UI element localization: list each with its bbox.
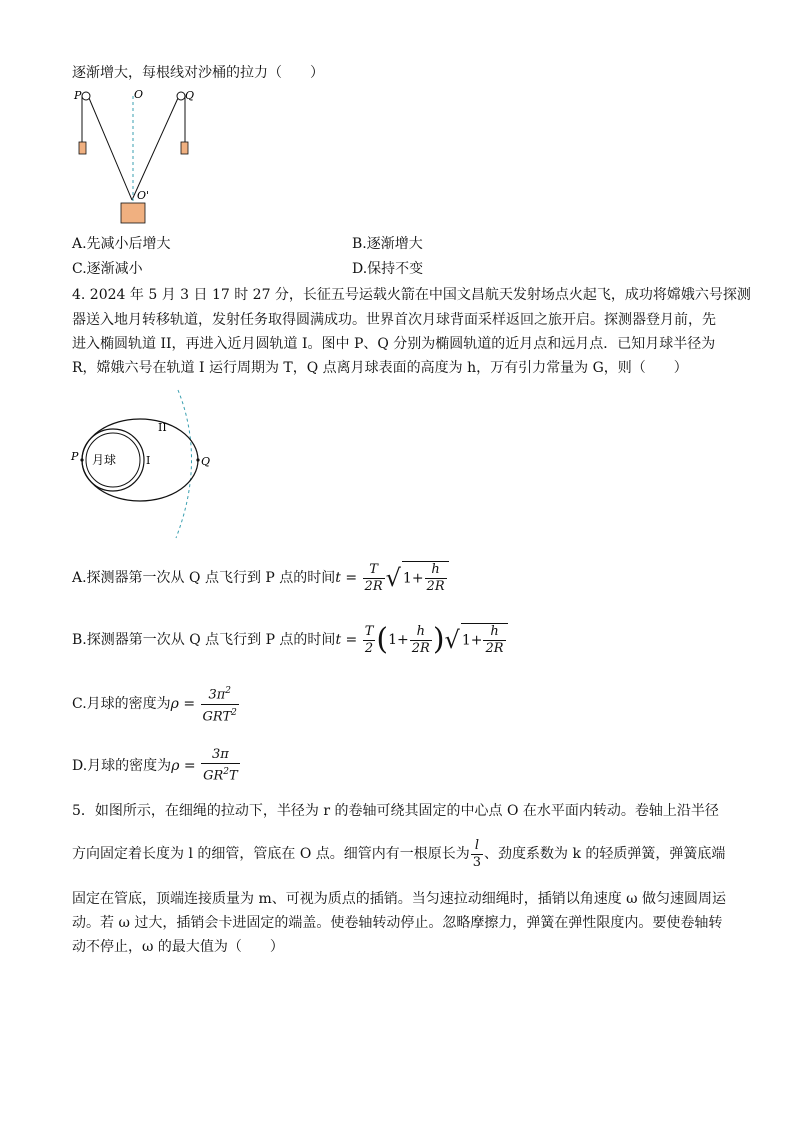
q5-stem-line2: [72, 836, 725, 872]
q4-stem-line2: 器送入地月转移轨道，发射任务取得圆满成功。世界首次月球背面采样返回之旅开启。探测器登月前，先: [72, 312, 716, 328]
q5-stem-line2b: 、劲度系数为 k 的轻质弹簧，弹簧底端: [484, 846, 726, 862]
label-moon: 月球: [92, 453, 117, 467]
q5-stem-line2a: 方向固定着长度为 l 的细管，管底在 O 点。细管内有一根原长为: [72, 846, 470, 862]
q4-option-d: [72, 744, 241, 788]
label-p: P: [74, 89, 82, 102]
label-q: Q: [201, 455, 211, 468]
q4-figure-orbits: [70, 388, 220, 540]
q4-option-b-formula: t = $\frac{T}{2}$ ( 1+ $\frac{h}{2R}$ ) √ 1+ $\frac{h}{2R}$: [335, 623, 507, 657]
q4-option-b: [72, 618, 508, 662]
weight-right: [181, 142, 188, 154]
q4-option-c: [72, 682, 240, 726]
sand-bucket: [121, 203, 145, 223]
q4-option-c-text: C.月球的密度为: [72, 696, 171, 712]
q3-stem-tail: 逐渐增大，每根线对沙桶的拉力（ ）: [72, 65, 324, 81]
label-q: Q: [185, 89, 195, 102]
label-p: P: [71, 450, 79, 463]
label-orbit-ii: II: [158, 421, 167, 434]
label-o-prime: O': [137, 189, 150, 202]
q3-option-c: C.逐渐减小: [72, 261, 143, 277]
q3-option-d: D.保持不变: [352, 261, 424, 277]
q5-stem-line4: 动。若 ω 过大，插销会卡进固定的端盖。使卷轴转动停止。忽略摩擦力，弹簧在弹性限度内。要使卷轴转: [72, 915, 723, 931]
q3-option-b: B.逐渐增大: [352, 236, 423, 252]
q3-option-a: A.先减小后增大: [72, 236, 171, 252]
q5-stem-line3: 固定在管底，顶端连接质量为 m、可视为质点的插销。当匀速拉动细绳时，插销以角速度 ω 做匀速圆周运: [72, 891, 727, 907]
q4-option-d-text: D.月球的密度为: [72, 758, 172, 774]
q4-stem-line3: 进入椭圆轨道 II，再进入近月圆轨道 I。图中 P、Q 分别为椭圆轨道的近月点和远月点．已知月球半径为: [72, 336, 716, 352]
q5-stem-line1: 5．如图所示，在细绳的拉动下，半径为 r 的卷轴可绕其固定的中心点 O 在水平面内转动。卷轴上沿半径: [72, 803, 719, 819]
label-orbit-i: I: [146, 454, 151, 467]
q4-option-a-text: A.探测器第一次从 Q 点飞行到 P 点的时间: [72, 570, 336, 586]
q4-option-d-formula: ρ = $\frac{3\pi}{GR^2T}$: [171, 747, 238, 784]
pulley-q: [177, 92, 185, 100]
q4-stem-line1: 4. 2024 年 5 月 3 日 17 时 27 分，长征五号运载火箭在中国文昌航天发射场点火起飞，成功将嫦娥六号探测: [72, 287, 751, 303]
weight-left: [79, 142, 86, 154]
label-o: O: [134, 88, 144, 101]
q3-figure-sandbucket: [70, 86, 200, 228]
q5-stem-line5: 动不停止，ω 的最大值为（ ）: [72, 939, 284, 955]
dashed-curve: [176, 390, 192, 538]
q4-option-a-formula: t = $\frac{T}{2R}$ √ 1+ $\frac{h}{2R}$: [335, 561, 448, 595]
q4-option-a: [72, 556, 449, 600]
q4-stem-line4: R，嫦娥六号在轨道 I 运行周期为 T，Q 点离月球表面的高度为 h，万有引力常量为 G，则（ ）: [72, 360, 688, 376]
q4-option-c-formula: ρ = $\frac{3\pi^2}{GRT^2}$: [171, 683, 240, 725]
q5-fraction-l-over-3: $\frac{l}{3}$: [472, 837, 482, 870]
q4-option-b-text: B.探测器第一次从 Q 点飞行到 P 点的时间: [72, 632, 336, 648]
